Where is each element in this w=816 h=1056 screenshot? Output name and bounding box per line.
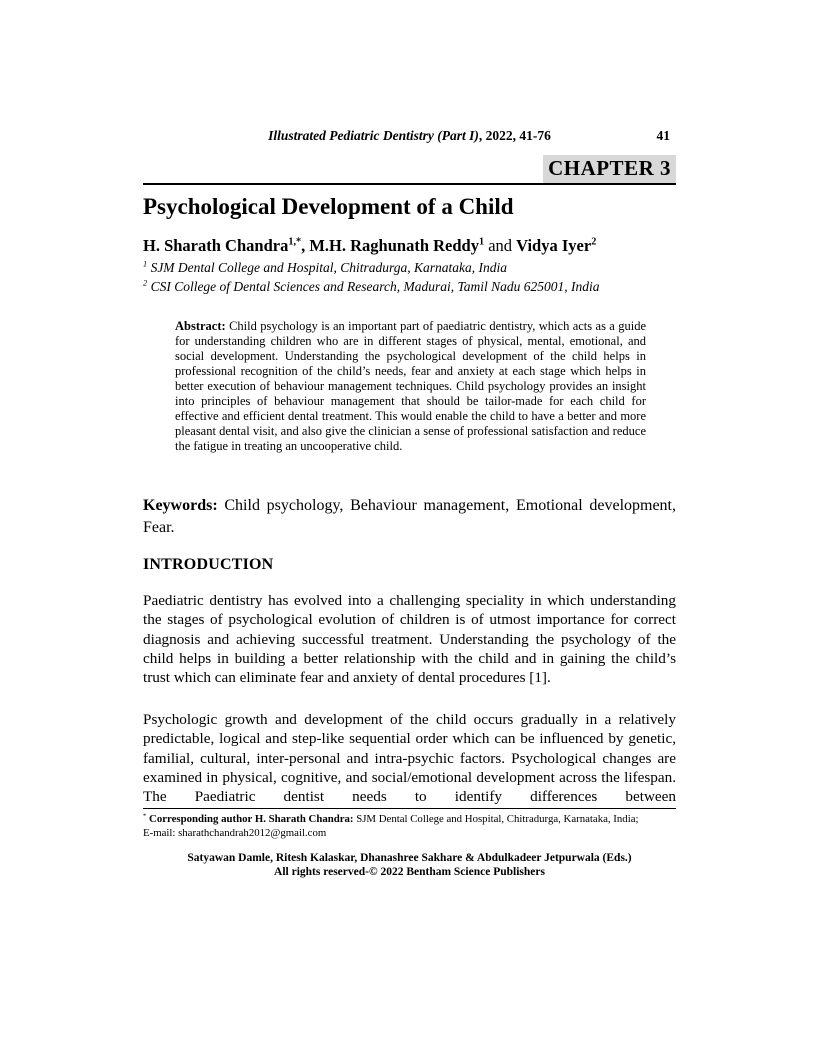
running-header-book-title: Illustrated Pediatric Dentistry (Part I) [268, 128, 479, 143]
abstract-label: Abstract: [175, 319, 226, 333]
editors-line: Satyawan Damle, Ritesh Kalaskar, Dhanashree Sakhare & Abdulkadeer Jetpurwala (Eds.) [187, 852, 632, 864]
section-heading-introduction: INTRODUCTION [143, 556, 274, 573]
keywords [143, 495, 676, 539]
affiliation-marker: 2 [143, 278, 148, 287]
header-rule [143, 183, 676, 185]
affiliation-line [143, 278, 676, 297]
corresponding-author-footnote [143, 813, 676, 840]
body-paragraph: Paediatric dentistry has evolved into a challenging speciality in which understanding the stages of psychological evolution of children is of utmost importance for correct diagnosis and achieving successful treatment. Understanding the psychology of the child helps in building a better relationship with the child and in gaining the child’s trust which can eliminate fear and anxiety of dental procedures [1]. [143, 592, 676, 687]
author-name: H. Sharath Chandra [143, 236, 289, 255]
keywords-text: Child psychology, Behaviour management, Emotional development, Fear. [143, 497, 676, 536]
body-paragraph: Psychologic growth and development of the child occurs gradually in a relatively predictable, logical and step-like sequential order which can be influenced by genetic, familial, cultural, inter-personal and intra-psychic factors. Psychological changes are examined in physical, cognitive, and social/emotional development across the lifespan. The Paediatric dentist needs to identify differences between [143, 711, 676, 806]
chapter-title: Psychological Development of a Child [143, 194, 514, 219]
running-header-issue-info: , 2022, 41-76 [478, 128, 551, 143]
affiliation-line [143, 259, 676, 278]
keywords-label: Keywords: [143, 497, 218, 514]
authors-line [143, 236, 676, 256]
author-name: M.H. Raghunath Reddy [309, 236, 479, 255]
author-name: Vidya Iyer [516, 236, 592, 255]
affiliation-marker: 1 [143, 259, 148, 269]
author-affiliation-marker: 1,* [288, 236, 302, 248]
author-affiliation-marker: 1 [478, 236, 485, 248]
footnote-line [143, 813, 676, 827]
footnote-affiliation-text: SJM Dental College and Hospital, Chitradurga, Karnataka, India; [353, 813, 639, 825]
publisher-imprint [143, 852, 676, 879]
footnote-marker: * [143, 812, 147, 820]
footnote-email-line: E-mail: sharathchandrah2012@gmail.com [143, 826, 327, 839]
author-separator: and [484, 236, 517, 255]
running-header [143, 128, 676, 146]
copyright-line: All rights reserved-© 2022 Bentham Science Publishers [274, 865, 545, 878]
author-affiliation-marker: 2 [591, 236, 597, 248]
affiliations [143, 259, 676, 296]
chapter-badge: CHAPTER 3 [543, 155, 676, 183]
abstract-text: Child psychology is an important part of paediatric dentistry, which acts as a guide for understanding children who are in different stages of physical, mental, emotional, and social development. Understanding the psychological development of the child helps in professional recognition of the child’s needs, fear and anxiety at each stage which helps in better execution of behaviour management techniques. Child psychology provides an insight into principles of behaviour management that should be tailor-made for each child for effective and efficient dental treatment. This would enable the child to have a better and more pleasant dental visit, and also give the clinician a sense of professional satisfaction and reduce the fatigue in treating an uncooperative child. [175, 319, 646, 453]
affiliation-text: CSI College of Dental Sciences and Research, Madurai, Tamil Nadu 625001, India [147, 278, 600, 294]
chapter-row [143, 155, 676, 183]
affiliation-text: SJM Dental College and Hospital, Chitradurga, Karnataka, India [147, 260, 508, 275]
author-separator: , [301, 236, 310, 255]
abstract [175, 319, 646, 454]
footnote-bold-text: Corresponding author H. Sharath Chandra: [146, 813, 354, 825]
footnote-rule [143, 808, 676, 809]
page-number: 41 [656, 128, 670, 143]
